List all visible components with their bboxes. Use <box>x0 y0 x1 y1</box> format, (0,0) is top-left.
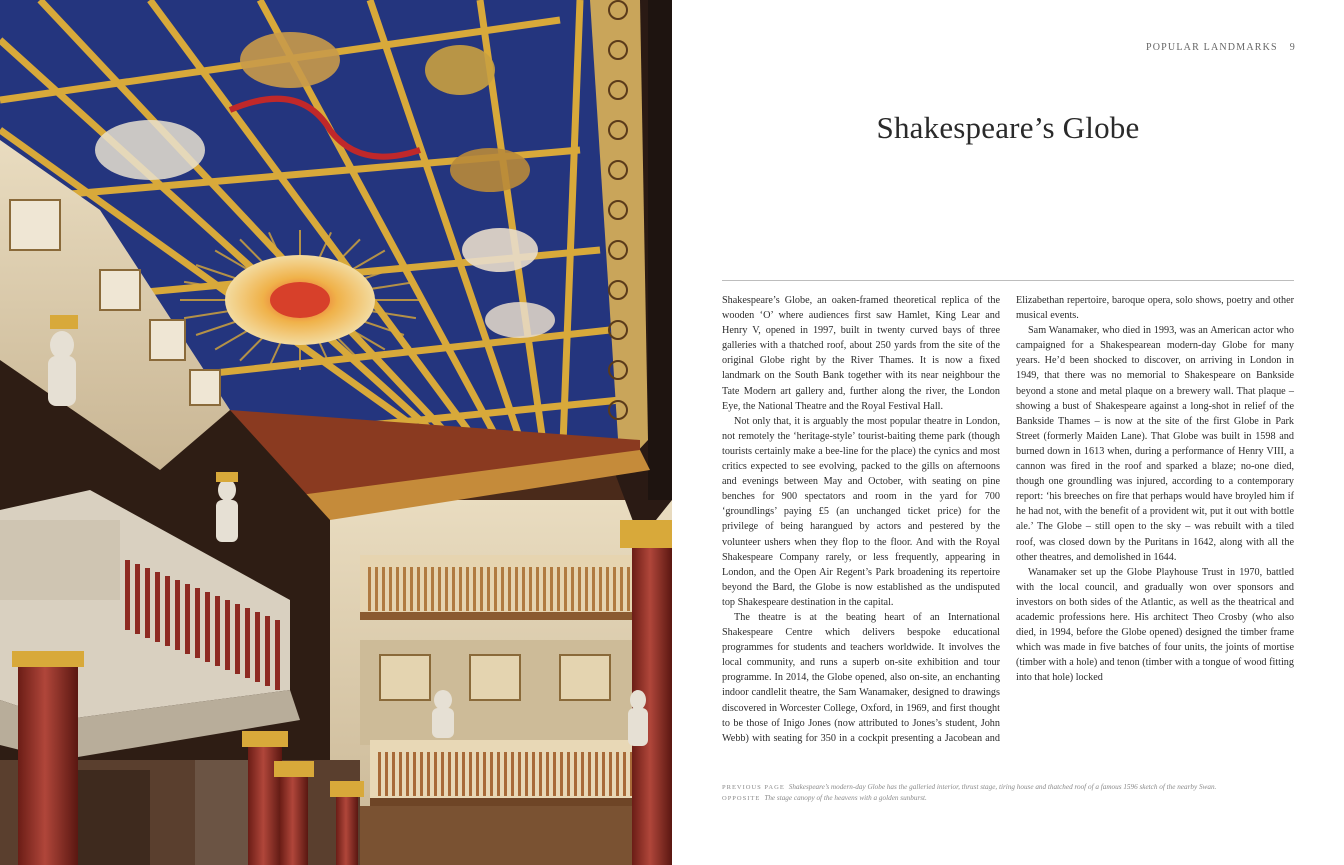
caption-previous-page <box>722 782 1302 793</box>
paragraph: Sam Wanamaker, who died in 1993, was an American actor who campaigned for a Shakespearean modern-day Globe for many years. He’d been shocked to discover, on arriving in London in 1949, that there was no memorial to Shakespeare on Bankside beyond a stone and metal plaque on a brewery wall. That plaque – showing a bust of Shakespeare against a long-shot in relief of the Bankside Thames – is now at the site of the first Globe in Park Street (formerly Maiden Lane). That Globe was built in 1598 and burned down in 1613 when, during a performance of Henry VIII, a cannon was fired in the roof and sparked a blaze; no-one died, though one groundling was injured, according to a contemporary report: ‘his breeches on fire that perhaps would have broyled him if he had not, with the benefit of a provident wit, put it out with bottle ale.’ The Globe – still open to the sky – was rebuilt with a tiled roof, was closed down by the Puritans in 1642, along with all the other theatres, and demolished in 1644. <box>1016 325 1294 563</box>
title-rule <box>722 280 1294 281</box>
caption-opposite <box>722 793 1302 804</box>
caption-text: Shakespeare’s modern-day Globe has the galleried interior, thrust stage, tiring house and thatched roof of a famous 1596 sketch of the nearby Swan. <box>788 783 1217 791</box>
caption-text: The stage canopy of the heavens with a golden sunburst. <box>764 794 927 802</box>
paragraph: Shakespeare’s Globe, an oaken-framed theoretical replica of the wooden ‘O’ where audiences first saw Hamlet, King Lear and Henry V, opened in 1997, built in twenty curved bays of three galleries with a thatched roof, about 250 yards from the site of the original Globe right by the River Thames. It is now a fixed landmark on the South Bank together with its near neighbour the Tate Modern art gallery and, further along the river, the London Eye, the National Theatre and the Royal Festival Hall. <box>722 295 1000 412</box>
caption-label: PREVIOUS PAGE <box>722 784 785 791</box>
text-page <box>672 0 1344 865</box>
paragraph: Wanamaker set up the Globe Playhouse Trust in 1970, battled with the local council, and gradually won over sponsors and investors on both sides of the Atlantic, as well as the theatrical and academic professions here. His architect Theo Crosby (who also died, in 1994, before the Globe opened) designed the timber frame which was made in five batches of four units, the joints of mortise (timber with a hole) and tenon (timber with a tongue of wood fitting into that hole) locked <box>1016 566 1294 684</box>
running-head <box>1146 42 1296 53</box>
paragraph: Not only that, it is arguably the most popular theatre in London, not remotely the ‘heritage-style’ tourist-baiting theme park (though tourists certainly make a bee-line for the place) the cynics and most critics expected to see evolving, packed to the gills on afternoons and evenings between May and October, with seating on pine benches for 900 spectators and room in the yard for 700 ‘groundlings’ paying £5 (an unchanged ticket price) for the privilege of being harangued by actors and pestered by the volunteer ushers when they flop to the floor. And with the Royal Shakespeare Company rarely, or less frequently, appearing in London, and the Open Air Regent’s Park broadening its repertoire beyond the Bard, the Globe is now established as the undisputed top Shakespeare destination in the capital. <box>722 415 1000 608</box>
caption-label: OPPOSITE <box>722 795 761 802</box>
paragraph: The theatre is at the beating heart of an International Shakespeare Centre which delivers bespoke educational programmes for students and teachers worldwide. It involves the local community, and runs a superb on-site exhibition and tour programme. In 2014, the Globe opened, also on-site, an enchanting indoor candlelit theatre, the Sam Wanamaker, designed to drawings discovered in Worcester College, Oxford, in 1969, and first thought to be those of Inigo Jones (now attributed to Jones’s student, John Webb) with seating for 350 in a cockpit presenting a Jacobean and Elizabethan repertoire, baroque opera, solo shows, poetry and other musical events. <box>722 295 1294 744</box>
photo-captions <box>722 782 1302 804</box>
page-number: 9 <box>1289 42 1296 53</box>
chapter-title: Shakespeare’s Globe <box>876 110 1140 145</box>
section-title: POPULAR LANDMARKS <box>1145 42 1278 53</box>
article-body <box>722 293 1294 748</box>
